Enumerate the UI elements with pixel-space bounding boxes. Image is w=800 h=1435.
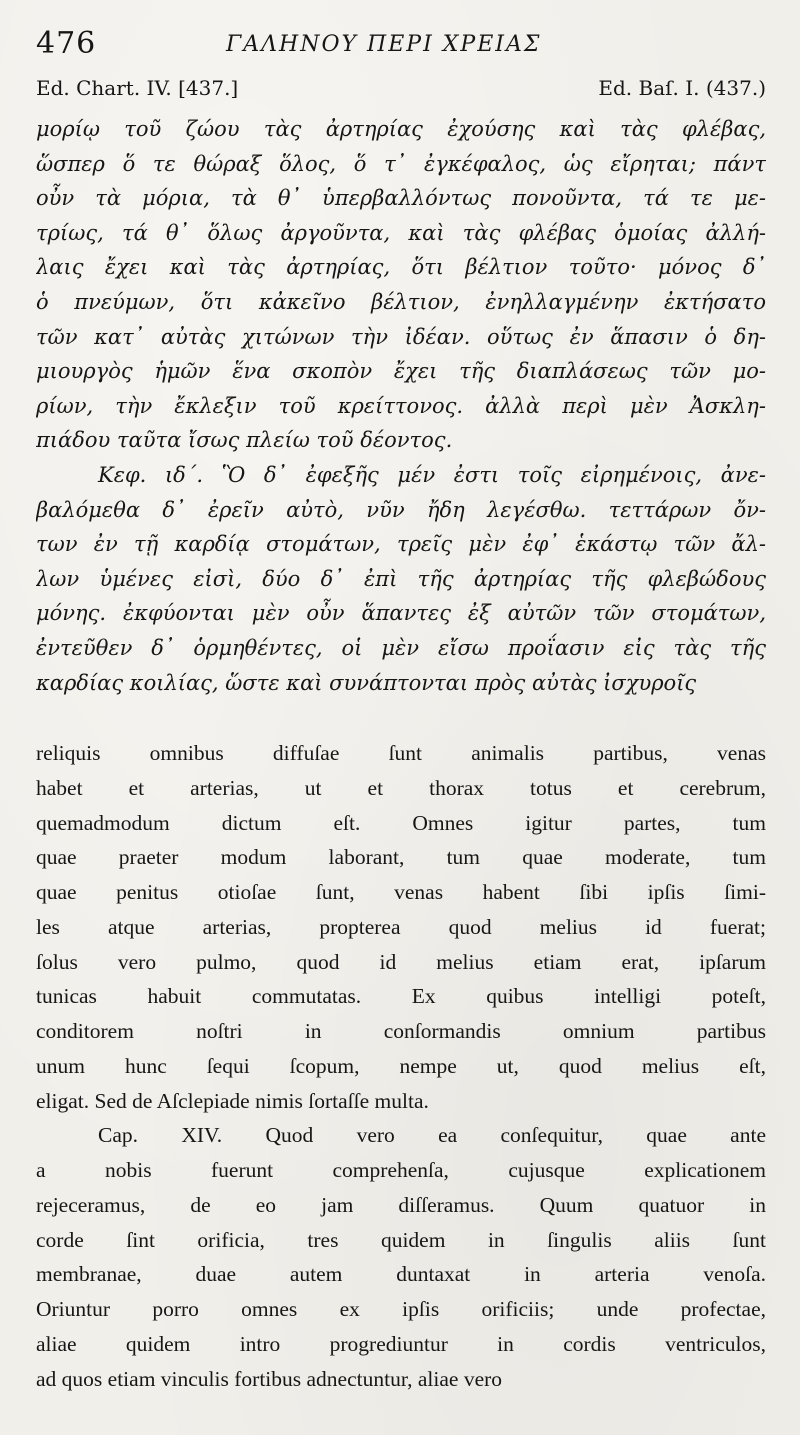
greek-line: καρδίας κοιλίας, ὥστε καὶ συνάπτονται πρὸς αὐτὰς ἰσχυροῖς: [36, 670, 697, 695]
latin-line: Oriuntur porro omnes ex ipſis orificiis; unde profectae,: [36, 1297, 766, 1321]
greek-line: ὁ πνεύμων, ὅτι κἀκεῖνο βέλτιον, ἐνηλλαγμένην ἐκτήσατο: [36, 289, 766, 314]
latin-line: quemadmodum dictum eſt. Omnes igitur partes, tum: [36, 810, 766, 835]
greek-line: ὥσπερ ὅ τε θώραξ ὅλος, ὅ τ᾽ ἐγκέφαλος, ὡς εἴρηται; πάντ: [36, 151, 766, 176]
latin-line: tunicas habuit commutatas. Ex quibus intelligi poteſt,: [36, 984, 766, 1009]
greek-line: Κεφ. ιδ΄. Ὃ δ᾽ ἐφεξῆς μέν ἐστι τοῖς εἰρημένοις, ἀνε-: [98, 462, 766, 487]
latin-line: rejeceramus, de eo jam diſſeramus. Quum quatuor in: [36, 1192, 766, 1217]
latin-line: membranae, duae autem duntaxat in arteria venoſa.: [36, 1262, 766, 1287]
greek-line: των ἐν τῇ καρδίᾳ στομάτων, τρεῖς μὲν ἐφ᾽ ἑκάστῳ τῶν ἄλ-: [36, 532, 766, 557]
greek-line: μόνης. ἐκφύονται μὲν οὖν ἅπαντες ἐξ αὐτῶν τῶν στομάτων,: [36, 601, 766, 626]
latin-line: quae praeter modum laborant, tum quae moderate, tum: [36, 845, 766, 870]
greek-line: ἐντεῦθεν δ᾽ ὁρμηθέντες, οἱ μὲν εἴσω προΐασιν εἰς τὰς τῆς: [36, 635, 766, 660]
latin-line: les atque arterias, propterea quod melius id fuerat;: [36, 914, 766, 939]
running-head: [36, 26, 776, 66]
greek-line: τῶν κατ᾽ αὐτὰς χιτώνων τὴν ἰδέαν. οὕτως ἐν ἅπασιν ὁ δη-: [36, 324, 766, 349]
latin-text: [36, 736, 766, 1396]
greek-line: βαλόμεθα δ᾽ ἐρεῖν αὐτὸ, νῦν ἤδη λεγέσθω. τεττάρων ὄν-: [36, 497, 766, 522]
greek-line: μορίῳ τοῦ ζώου τὰς ἀρτηρίας ἐχούσης καὶ τὰς φλέβας,: [36, 117, 766, 141]
greek-line: λαις ἔχει καὶ τὰς ἀρτηρίας, ὅτι βέλτιον τοῦτο· μόνος δ᾽: [36, 255, 766, 280]
edition-references: [36, 76, 766, 106]
latin-line: aliae quidem intro progrediuntur in cordis ventriculos,: [36, 1331, 766, 1356]
greek-line: πιάδου ταῦτα ἴσως πλείω τοῦ δέοντος.: [36, 428, 453, 453]
greek-line: μιουργὸς ἡμῶν ἕνα σκοπὸν ἔχει τῆς διαπλάσεως τῶν μο-: [36, 359, 766, 384]
greek-line: οὖν τὰ μόρια, τὰ θ᾽ ὑπερβαλλόντως πονοῦντα, τά τε με-: [36, 186, 766, 211]
greek-line: λων ὑμένες εἰσὶ, δύο δ᾽ ἐπὶ τῆς ἀρτηρίας τῆς φλεβώδους: [36, 566, 766, 591]
greek-line: τρίως, τά θ᾽ ὅλως ἀργοῦντα, καὶ τὰς φλέβας ὁμοίας ἀλλή-: [36, 220, 766, 245]
greek-text: [36, 112, 766, 700]
latin-line: ſolus vero pulmo, quod id melius etiam erat, ipſarum: [36, 949, 766, 974]
greek-line: ρίων, τὴν ἔκλεξιν τοῦ κρείττονος. ἀλλὰ περὶ μὲν Ἀσκλη-: [36, 393, 766, 418]
latin-line: conditorem noſtri in conſormandis omnium partibus: [36, 1019, 766, 1043]
latin-line: reliquis omnibus diffuſae ſunt animalis partibus, venas: [36, 741, 766, 765]
latin-line: habet et arterias, ut et thorax totus et cerebrum,: [36, 775, 766, 800]
running-title: ΓΑΛΗΝΟΥ ΠΕΡΙ ΧΡΕΙΑΣ: [226, 32, 542, 57]
edition-chartier: Ed. Chart. IV. [437.]: [36, 76, 239, 100]
latin-line: unum hunc ſequi ſcopum, nempe ut, quod melius eſt,: [36, 1053, 766, 1078]
latin-line: eligat. Sed de Aſclepiade nimis ſortaſſe multa.: [36, 1088, 429, 1113]
latin-line: quae penitus otioſae ſunt, venas habent ſibi ipſis ſimi-: [36, 880, 766, 904]
latin-line: a nobis fuerunt comprehenſa, cujusque explicationem: [36, 1158, 766, 1182]
edition-basel: Ed. Baſ. I. (437.): [598, 76, 766, 100]
latin-line: corde ſint orificia, tres quidem in ſingulis aliis ſunt: [36, 1227, 766, 1252]
latin-line: Cap. XIV. Quod vero ea conſequitur, quae ante: [98, 1123, 766, 1148]
page-number: 476: [36, 26, 97, 61]
latin-line: ad quos etiam vinculis fortibus adnectuntur, aliae vero: [36, 1366, 503, 1391]
